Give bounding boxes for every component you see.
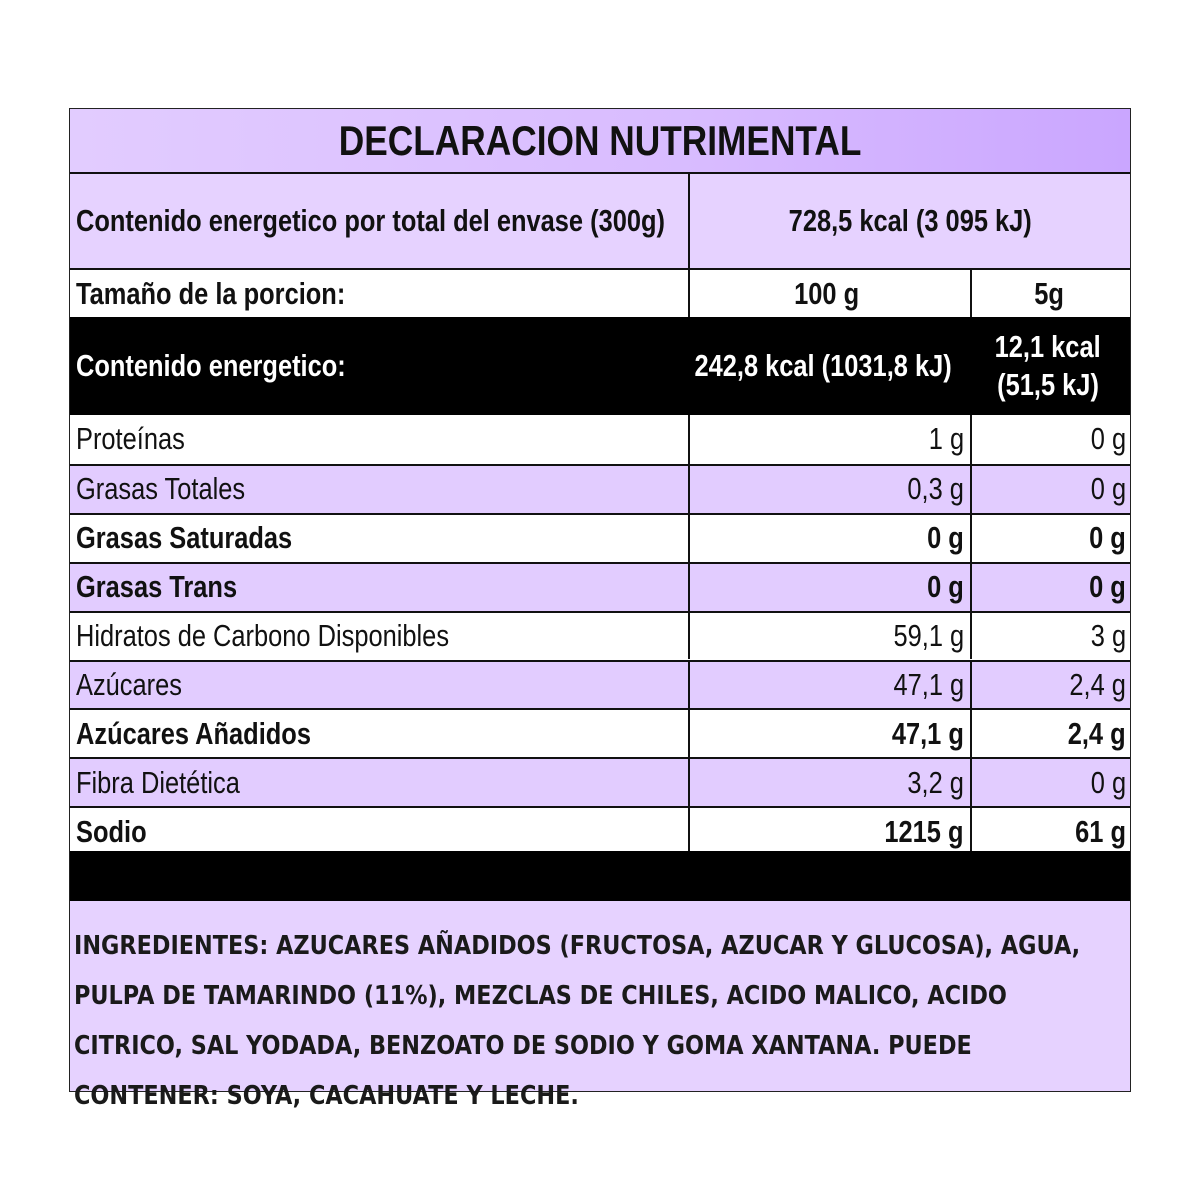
nutrient-row bbox=[70, 464, 1130, 513]
portion-5g: 5g bbox=[1034, 275, 1064, 311]
nutrient-name: Azúcares bbox=[76, 666, 182, 702]
nutrition-label bbox=[69, 108, 1131, 1111]
nutrient-value-100g: 59,1 g bbox=[893, 618, 964, 654]
ingredients-block bbox=[70, 901, 1130, 1111]
nutrient-value-100g: 47,1 g bbox=[891, 715, 964, 751]
energy-label: Contenido energetico: bbox=[76, 348, 346, 383]
energy-row bbox=[70, 317, 1130, 415]
nutrient-row bbox=[70, 415, 1130, 464]
nutrient-value-100g: 1215 g bbox=[884, 813, 964, 849]
energy-100g: 242,8 kcal (1031,8 kJ) bbox=[694, 348, 952, 383]
nutrient-value-100g: 47,1 g bbox=[893, 666, 964, 702]
label-title: DECLARACION NUTRIMENTAL bbox=[70, 109, 1130, 172]
energy-total-row bbox=[70, 172, 1130, 268]
nutrient-value-100g: 3,2 g bbox=[907, 764, 964, 800]
nutrient-value-5g: 2,4 g bbox=[1069, 666, 1126, 702]
nutrient-name: Grasas Trans bbox=[76, 569, 238, 605]
nutrient-value-100g: 0 g bbox=[927, 520, 964, 556]
nutrient-value-100g: 0,3 g bbox=[907, 471, 964, 507]
nutrient-value-5g: 0 g bbox=[1089, 520, 1126, 556]
nutrient-row bbox=[70, 562, 1130, 611]
nutrient-value-5g: 61 g bbox=[1075, 813, 1126, 849]
portion-row bbox=[70, 268, 1130, 317]
nutrient-value-5g: 3 g bbox=[1090, 618, 1126, 654]
nutrient-name: Hidratos de Carbono Disponibles bbox=[76, 618, 450, 654]
nutrient-name: Proteínas bbox=[76, 421, 185, 457]
energy-total-label: Contenido energetico por total del envase (300g) bbox=[76, 203, 666, 238]
nutrient-name: Grasas Saturadas bbox=[76, 520, 293, 556]
portion-label: Tamaño de la porcion: bbox=[76, 275, 346, 311]
separator-bar bbox=[70, 851, 1130, 901]
nutrient-value-100g: 0 g bbox=[927, 569, 964, 605]
nutrient-row bbox=[70, 660, 1130, 709]
nutrient-value-5g: 2,4 g bbox=[1068, 715, 1126, 751]
energy-5g-kj: (51,5 kJ) bbox=[997, 367, 1099, 402]
nutrient-value-5g: 0 g bbox=[1090, 421, 1126, 457]
nutrient-value-5g: 0 g bbox=[1090, 471, 1126, 507]
ingredients-text: INGREDIENTES: AZUCARES AÑADIDOS (FRUCTOSA, AZUCAR Y GLUCOSA), AGUA, PULPA DE TAMARINDO (11%), MEZCLAS DE CHILES, ACIDO MALICO, ACIDO CITRICO, SAL YODADA, BENZOATO DE SODIO Y GOMA XANTANA. PUEDE CONTENER: SOYA, CACAHUATE Y LECHE. bbox=[74, 931, 1081, 1111]
nutrient-name: Sodio bbox=[76, 813, 147, 849]
nutrient-name: Grasas Totales bbox=[76, 471, 246, 507]
portion-100g: 100 g bbox=[794, 275, 860, 311]
nutrient-name: Fibra Dietética bbox=[76, 764, 240, 800]
nutrient-value-5g: 0 g bbox=[1090, 764, 1126, 800]
nutrient-name: Azúcares Añadidos bbox=[76, 715, 311, 751]
nutrient-row bbox=[70, 757, 1130, 806]
nutrient-row bbox=[70, 708, 1130, 757]
nutrient-row bbox=[70, 806, 1130, 855]
energy-total-value: 728,5 kcal (3 095 kJ) bbox=[788, 203, 1032, 238]
nutrient-row bbox=[70, 513, 1130, 562]
nutrient-value-5g: 0 g bbox=[1089, 569, 1126, 605]
nutrient-row bbox=[70, 611, 1130, 660]
energy-5g-kcal: 12,1 kcal bbox=[994, 329, 1102, 364]
nutrient-value-100g: 1 g bbox=[928, 421, 964, 457]
